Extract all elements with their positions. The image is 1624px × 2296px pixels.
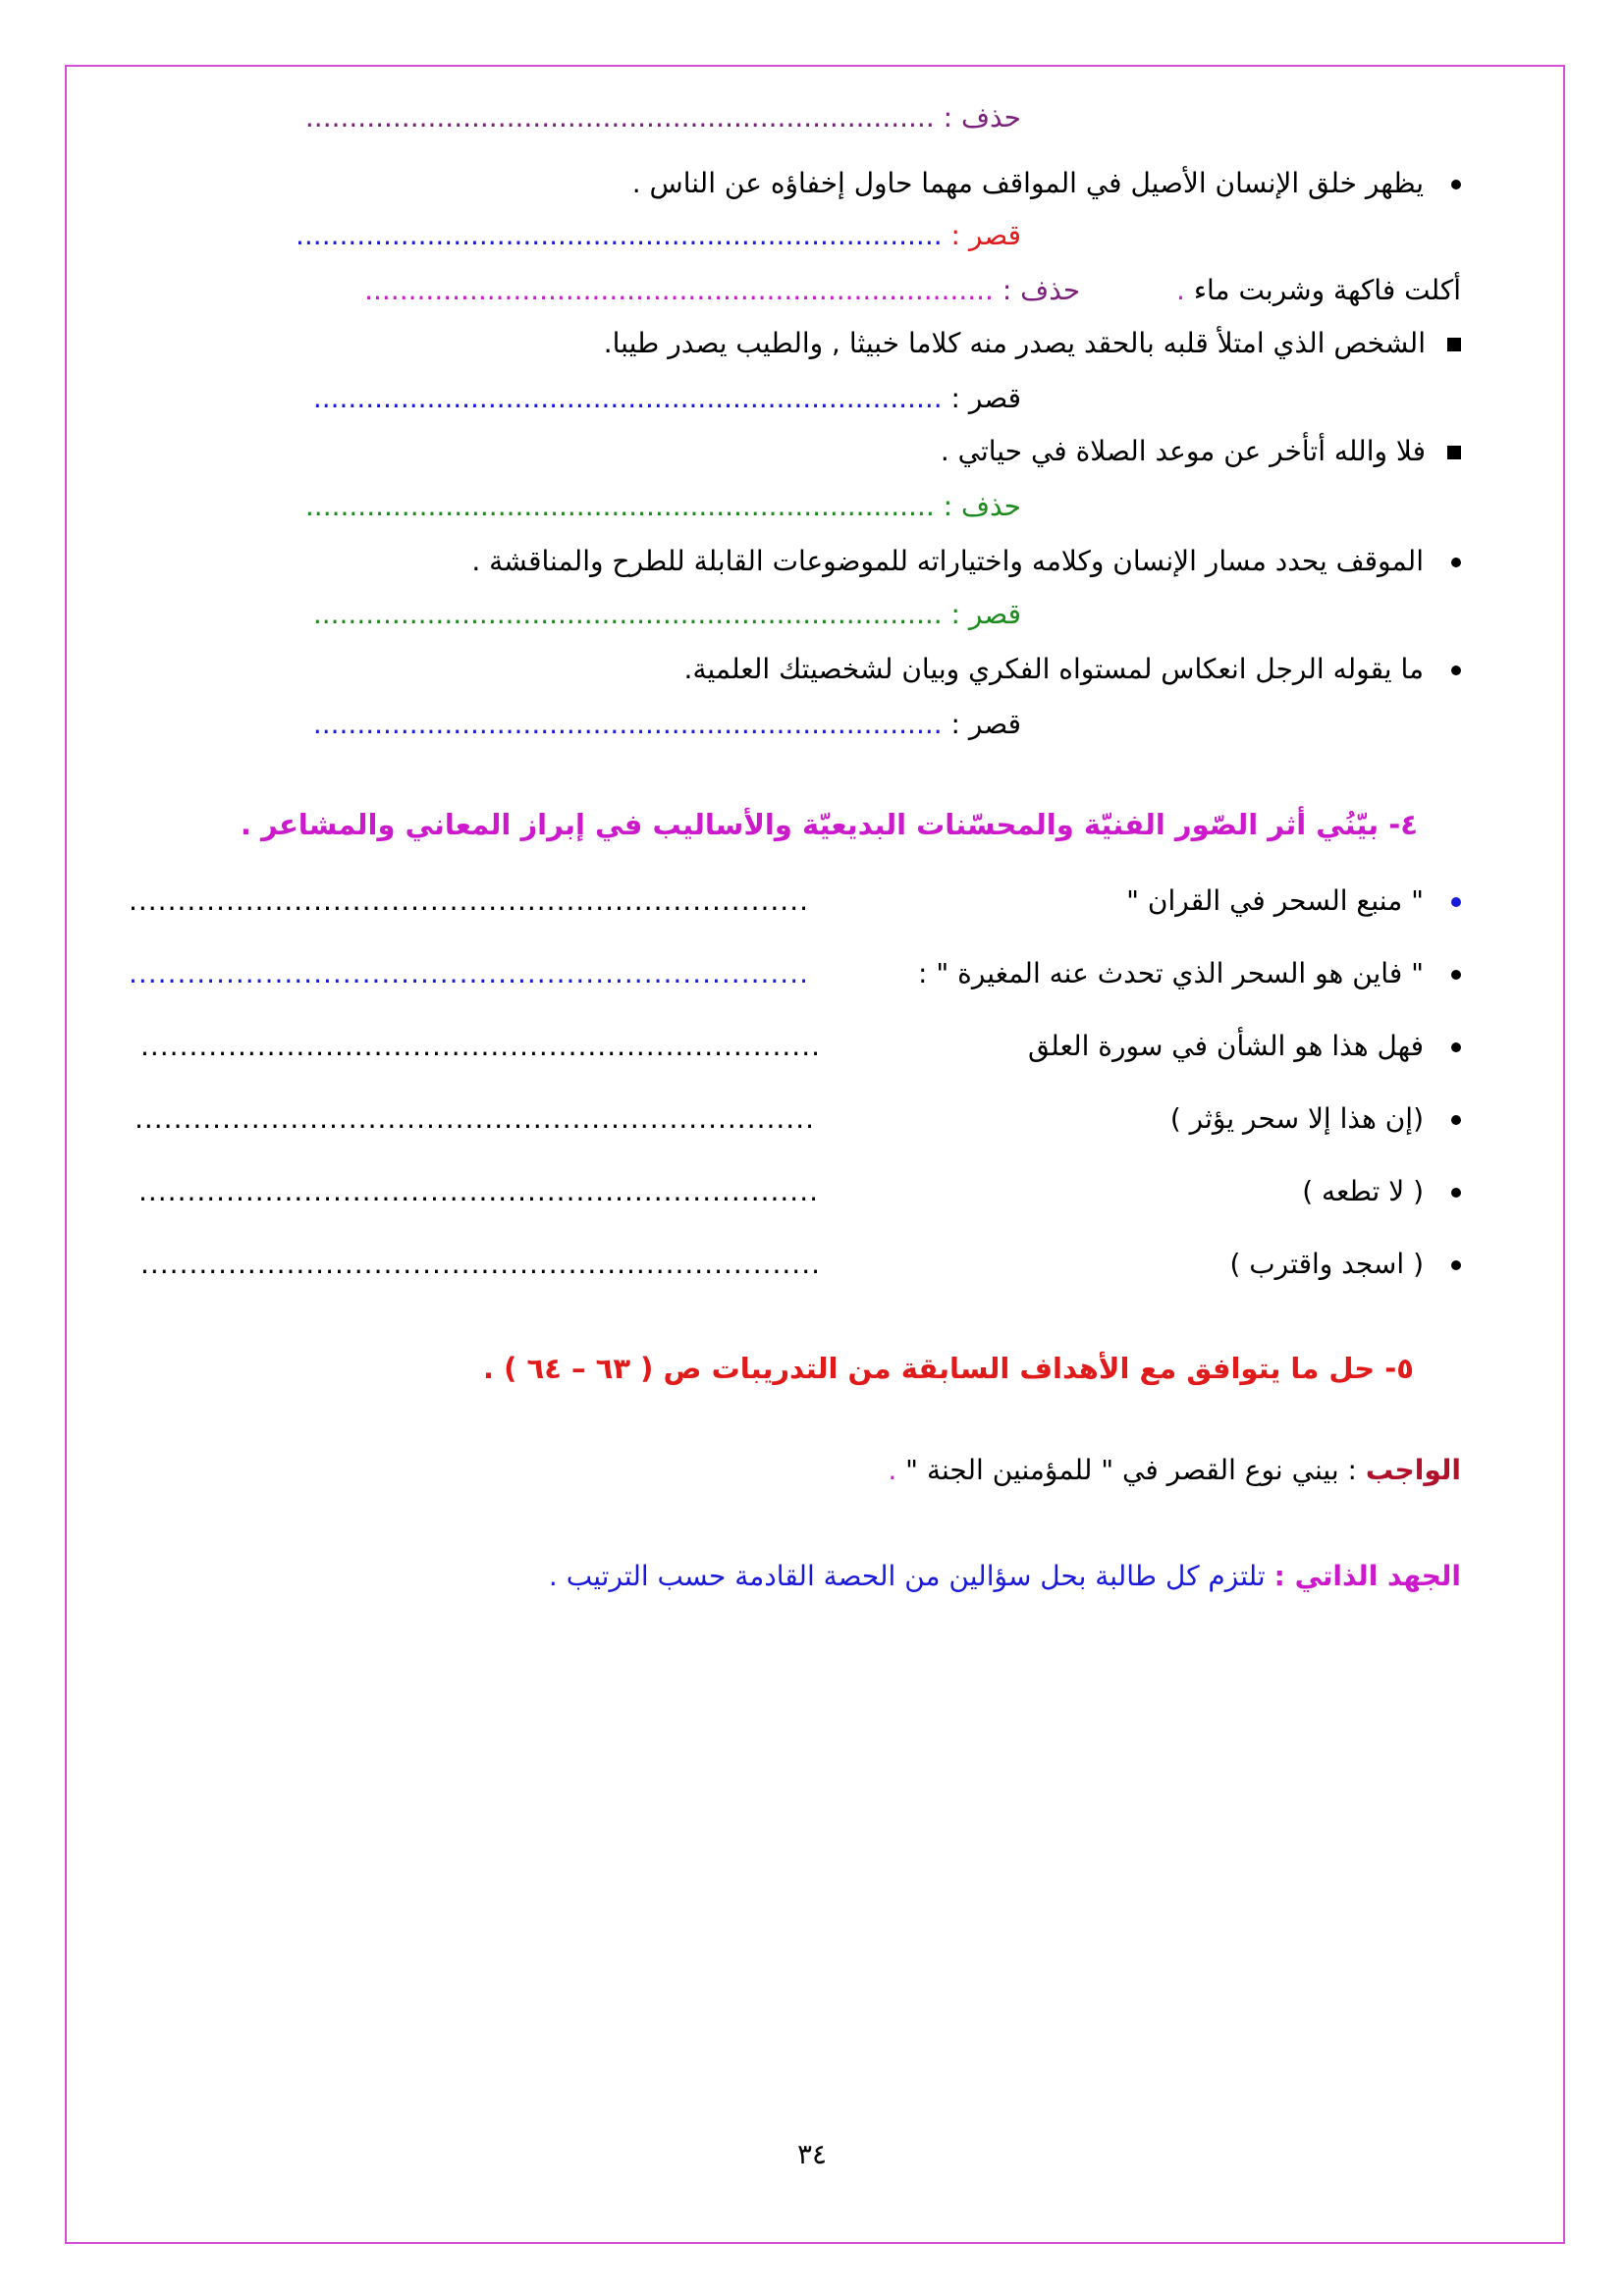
self-effort-line <box>549 1557 1461 1596</box>
item-answer-dots: ...................................................................... <box>128 884 809 917</box>
answer-dots: ........................................................................ <box>312 382 943 414</box>
answer-dots: .......................................................................... <box>296 219 943 251</box>
bullet-icon <box>1451 1115 1461 1125</box>
bullet-icon <box>1451 180 1461 189</box>
square-bullet-icon <box>1447 446 1461 459</box>
answer-dots: ........................................................................ <box>364 274 994 306</box>
qasr-label: قصر : <box>950 382 1021 414</box>
bullet-sentence-2 <box>471 542 1461 581</box>
bullet-icon <box>1451 666 1461 675</box>
hadhf-label: حذف : <box>943 490 1021 522</box>
answer-dots: ........................................................................ <box>304 101 935 133</box>
item-text: ( لا تطعه ) <box>1302 1175 1424 1207</box>
bullet-sentence-1 <box>632 164 1461 203</box>
section-4-item <box>918 954 1461 993</box>
row-sentence-hadhf <box>364 271 1461 310</box>
qasr-label: قصر : <box>950 708 1021 740</box>
section-4-item <box>1028 1027 1461 1066</box>
qasr-label: قصر : <box>950 598 1021 630</box>
hadhf-label: حذف : <box>943 101 1021 133</box>
homework-line <box>888 1451 1461 1490</box>
sentence-text: ما يقوله الرجل انعكاس لمستواه الفكري وبيان لشخصيتك العلمية. <box>683 653 1424 685</box>
bullet-icon <box>1451 1188 1461 1198</box>
sentence-text: الموقف يحدد مسار الإنسان وكلامه واختياراته للموضوعات القابلة للطرح والمناقشة . <box>471 545 1424 577</box>
row-hadhf-2 <box>305 487 1021 526</box>
square-sentence-2 <box>941 432 1461 471</box>
item-answer-dots: ...................................................................... <box>137 1175 819 1207</box>
bullet-icon <box>1451 1260 1461 1270</box>
sentence-text: أكلت فاكهة وشربت ماء <box>1193 274 1461 306</box>
self-effort-text: تلتزم كل طالبة بحل سؤالين من الحصة القادمة حسب الترتيب . <box>548 1560 1274 1592</box>
row-qasr-1 <box>296 216 1021 255</box>
section-4-item <box>1126 881 1461 921</box>
bullet-icon <box>1451 897 1461 907</box>
item-text: فهل هذا هو الشأن في سورة العلق <box>1027 1030 1424 1062</box>
sentence-text: الشخص الذي امتلأ قلبه بالحقد يصدر منه كلاما خبيثا , والطيب يصدر طيبا. <box>603 327 1426 359</box>
item-text: ( اسجد واقترب ) <box>1229 1248 1424 1280</box>
page-number: ٣٤ <box>796 2138 828 2170</box>
section-4-heading: ٤- بيّنُي أثر الصّور الفنيّة والمحسّنات البديعيّة والأساليب في إبراز المعاني والمشاعر . <box>240 808 1418 841</box>
item-text: (إن هذا إلا سحر يؤثر ) <box>1169 1102 1424 1135</box>
item-answer-dots: ...................................................................... <box>139 1030 821 1062</box>
item-answer-dots: ...................................................................... <box>128 957 809 989</box>
section-4-item <box>1170 1099 1461 1139</box>
answer-dots: ........................................................................ <box>312 598 943 630</box>
bullet-icon <box>1451 1042 1461 1052</box>
section-5-heading: ٥- حل ما يتوافق مع الأهداف السابقة من التدريبات ص ( ٦٣ – ٦٤ ) . <box>483 1352 1414 1385</box>
homework-period: . <box>888 1454 897 1486</box>
answer-dots: ........................................................................ <box>304 490 935 522</box>
hadhf-label: حذف : <box>1001 274 1081 306</box>
homework-text: : بيني نوع القصر في " للمؤمنين الجنة " <box>896 1454 1366 1486</box>
sentence-text: يظهر خلق الإنسان الأصيل في المواقف مهما حاول إخفاؤه عن الناس . <box>631 167 1424 199</box>
row-qasr-4 <box>313 705 1021 744</box>
square-sentence-1 <box>604 324 1461 363</box>
item-text: " فاين هو السحر الذي تحدث عنه المغيرة " : <box>918 957 1424 989</box>
row-hadhf-1 <box>305 98 1021 137</box>
row-qasr-3 <box>313 595 1021 634</box>
item-text: " منبع السحر في القران " <box>1126 884 1424 917</box>
item-answer-dots: ...................................................................... <box>139 1248 821 1280</box>
section-4-item <box>1229 1245 1461 1284</box>
period-mark: . <box>1176 274 1185 306</box>
bullet-icon <box>1451 970 1461 980</box>
item-answer-dots: ...................................................................... <box>134 1102 815 1135</box>
self-effort-label: الجهد الذاتي : <box>1273 1560 1461 1592</box>
row-qasr-2 <box>313 379 1021 418</box>
bullet-icon <box>1451 558 1461 567</box>
qasr-label: قصر : <box>950 219 1021 251</box>
bullet-sentence-3 <box>684 650 1461 689</box>
square-bullet-icon <box>1447 338 1461 351</box>
homework-label: الواجب <box>1365 1454 1461 1486</box>
sentence-text: فلا والله أتأخر عن موعد الصلاة في حياتي . <box>940 435 1426 467</box>
section-4-item <box>1302 1172 1461 1211</box>
answer-dots: ........................................................................ <box>312 708 943 740</box>
